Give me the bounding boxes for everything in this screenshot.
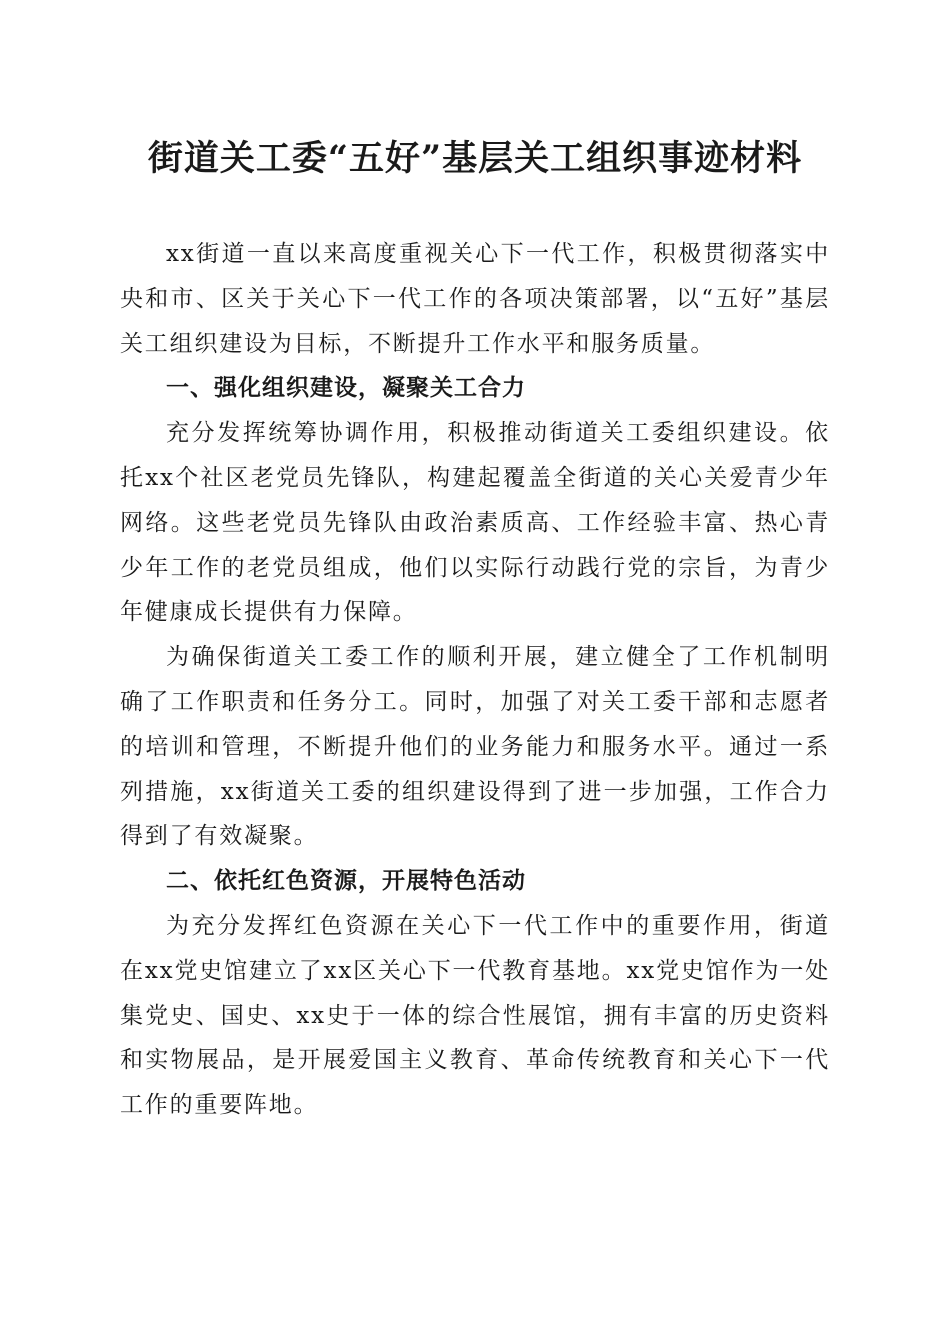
intro-paragraph: xx街道一直以来高度重视关心下一代工作，积极贯彻落实中央和市、区关于关心下一代工作的各项决策部署，以“五好”基层关工组织建设为目标，不断提升工作水平和服务质量。 [120, 241, 830, 357]
section-heading: 一、强化组织建设，凝聚关工合力 [166, 375, 526, 402]
body-paragraph: 充分发挥统筹协调作用，积极推动街道关工委组织建设。依托xx个社区老党员先锋队，构建起覆盖全街道的关心关爱青少年网络。这些老党员先锋队由政治素质高、工作经验丰富、热心青少年工作的老党员组成，他们以实际行动践行党的宗旨，为青少年健康成长提供有力保障。 [120, 420, 830, 626]
section-2 [120, 859, 830, 1128]
section-heading: 二、依托红色资源，开展特色活动 [166, 868, 526, 895]
body-paragraph: 为确保街道关工委工作的顺利开展，建立健全了工作机制明确了工作职责和任务分工。同时，加强了对关工委干部和志愿者的培训和管理，不断提升他们的业务能力和服务水平。通过一系列措施，xx街道关工委的组织建设得到了进一步加强，工作合力得到了有效凝聚。 [120, 644, 830, 850]
document-title: 街道关工委“五好”基层关工组织事迹材料 [147, 138, 803, 179]
body-paragraph: 为充分发挥红色资源在关心下一代工作中的重要作用，街道在xx党史馆建立了xx区关心下一代教育基地。xx党史馆作为一处集党史、国史、xx史于一体的综合性展馆，拥有丰富的历史资料和实物展品，是开展爱国主义教育、革命传统教育和关心下一代工作的重要阵地。 [120, 912, 830, 1119]
document-body [120, 232, 830, 1128]
section-1 [120, 366, 830, 859]
